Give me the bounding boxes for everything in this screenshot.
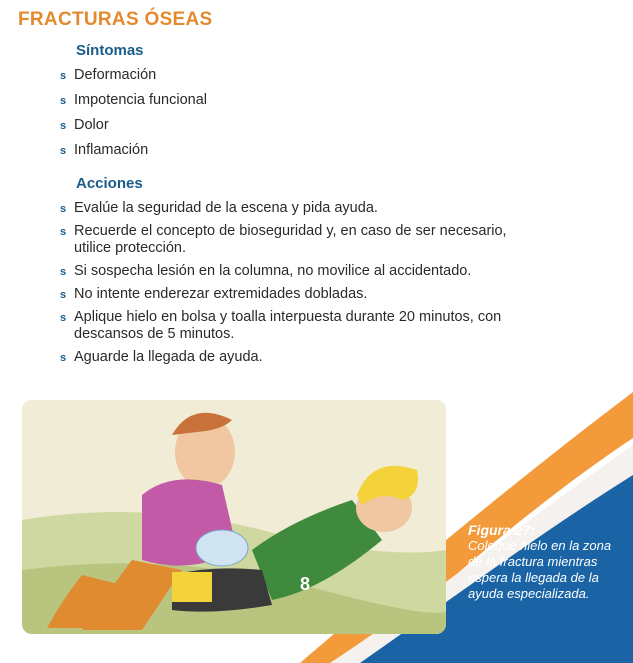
bullet-icon: s [60,352,67,364]
acciones-item-text: Recuerde el concepto de bioseguridad y, en caso de ser necesario, utilice protección. [74,223,507,256]
acciones-item [60,349,530,366]
sintomas-list [60,67,207,167]
figure-label: Figura 27: [468,522,535,538]
bullet-icon: s [60,145,67,157]
sintomas-item-text: Inflamación [74,142,149,158]
player-sock [172,572,212,602]
sintomas-heading: Síntomas [76,42,144,59]
sintomas-item [60,67,207,84]
bullet-icon: s [60,289,67,301]
sintomas-item-text: Impotencia funcional [74,92,207,108]
first-aid-illustration [22,400,446,634]
acciones-item-text: No intente enderezar extremidades dobladas. [74,286,368,302]
sintomas-item [60,117,207,134]
acciones-heading: Acciones [76,175,143,192]
illustration-drawing [22,400,446,634]
sintomas-item [60,92,207,109]
acciones-item-text: Aplique hielo en bolsa y toalla interpuesta durante 20 minutos, con descansos de 5 minutos. [74,309,502,342]
acciones-item-text: Evalúe la seguridad de la escena y pida ayuda. [74,200,378,216]
sintomas-item [60,142,207,159]
acciones-item-text: Aguarde la llegada de ayuda. [74,349,263,365]
bullet-icon: s [60,70,67,82]
acciones-item [60,263,530,280]
jersey-number: 8 [300,574,311,594]
bullet-icon: s [60,120,67,132]
page-title: FRACTURAS ÓSEAS [18,9,213,30]
acciones-item [60,309,530,343]
ice-bag [196,530,248,566]
bullet-icon: s [60,203,67,215]
acciones-item-text: Si sospecha lesión en la columna, no movilice al accidentado. [74,263,472,279]
sintomas-item-text: Dolor [74,117,109,133]
figure-caption [468,522,628,602]
bullet-icon: s [60,226,67,238]
figure-caption-text: Coloque hielo en la zona de la fractura mientras espera la llegada de la ayuda especializada. [468,538,612,601]
sintomas-item-text: Deformación [74,67,157,83]
bullet-icon: s [60,266,67,278]
bullet-icon: s [60,95,67,107]
acciones-item [60,200,530,217]
acciones-item [60,286,530,303]
acciones-list [60,200,530,372]
bullet-icon: s [60,312,67,324]
acciones-item [60,223,530,257]
